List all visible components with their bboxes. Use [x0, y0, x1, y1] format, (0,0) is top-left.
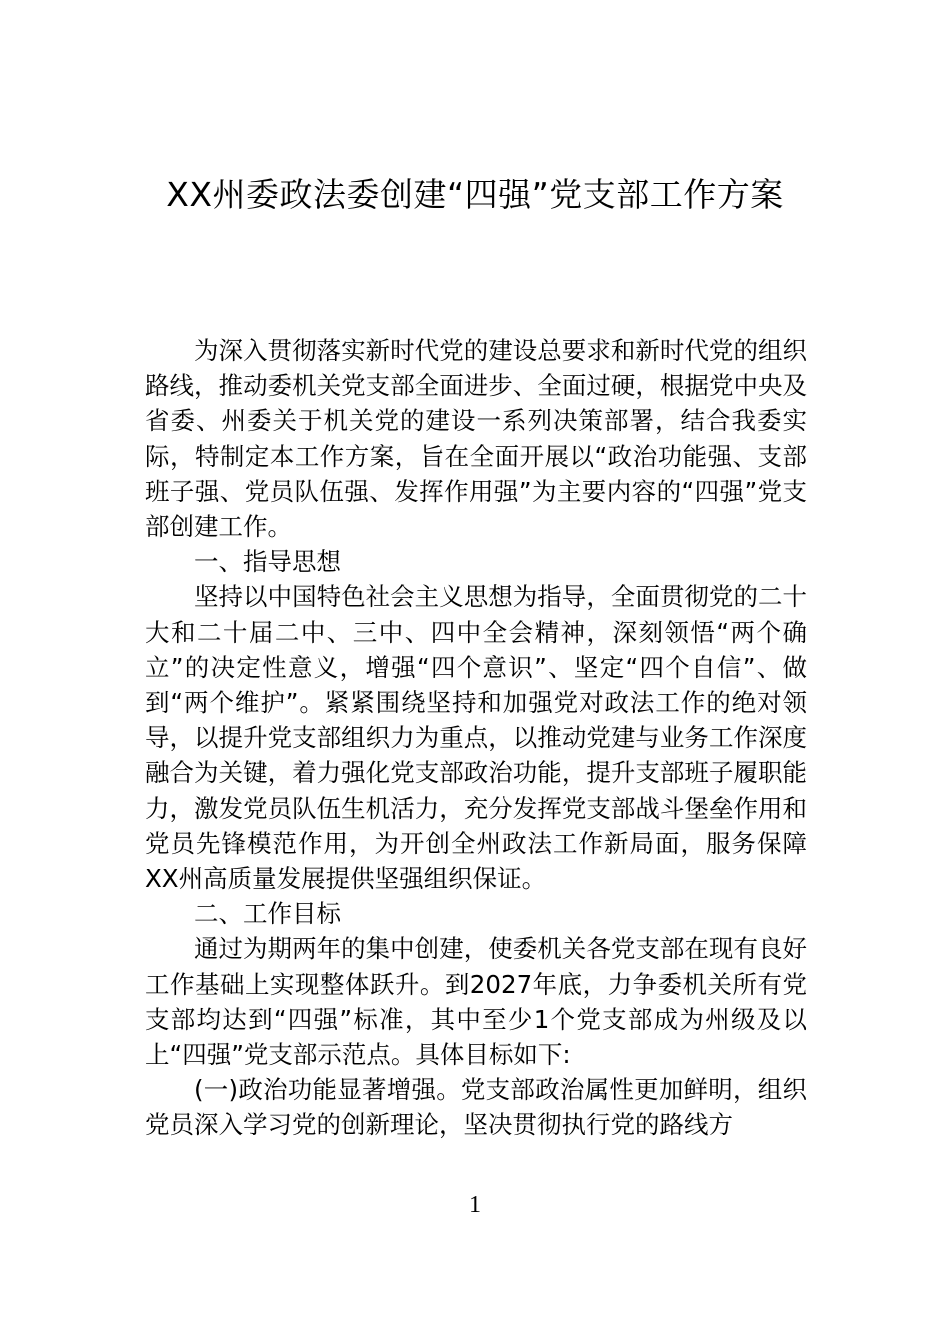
section-heading-guiding-ideology: 一、指导思想	[194, 547, 341, 577]
page-number: 1	[469, 1192, 481, 1218]
intro-paragraph: 为深入贯彻落实新时代党的建设总要求和新时代党的组织路线，推动委机关党支部全面进步、全面过硬，根据党中央及省委、州委关于机关党的建设一系列决策部署，结合我委实际，特制定本工作方案，旨在全面开展以“政治功能强、支部班子强、党员队伍强、发挥作用强”为主要内容的“四强”党支部创建工作。	[145, 336, 807, 542]
section-heading-work-goals: 二、工作目标	[194, 899, 341, 929]
document-body	[145, 333, 807, 1143]
work-goals-paragraph: 通过为期两年的集中创建，使委机关各党支部在现有良好工作基础上实现整体跃升。到2027年底，力争委机关所有党支部均达到“四强”标准，其中至少1个党支部成为州级及以上“四强”党支部示范点。具体目标如下:	[145, 934, 807, 1070]
goal-item-political-function: (一)政治功能显著增强。党支部政治属性更加鲜明，组织党员深入学习党的创新理论，坚决贯彻执行党的路线方	[145, 1075, 807, 1140]
document-title: XX州委政法委创建“四强”党支部工作方案	[166, 175, 784, 214]
guiding-ideology-paragraph: 坚持以中国特色社会主义思想为指导，全面贯彻党的二十大和二十届二中、三中、四中全会精神，深刻领悟“两个确立”的决定性意义，增强“四个意识”、坚定“四个自信”、做到“两个维护”。紧紧围绕坚持和加强党对政法工作的绝对领导，以提升党支部组织力为重点，以推动党建与业务工作深度融合为关键，着力强化党支部政治功能，提升支部班子履职能力，激发党员队伍生机活力，充分发挥党支部战斗堡垒作用和党员先锋模范作用，为开创全州政法工作新局面，服务保障XX州高质量发展提供坚强组织保证。	[145, 582, 807, 894]
